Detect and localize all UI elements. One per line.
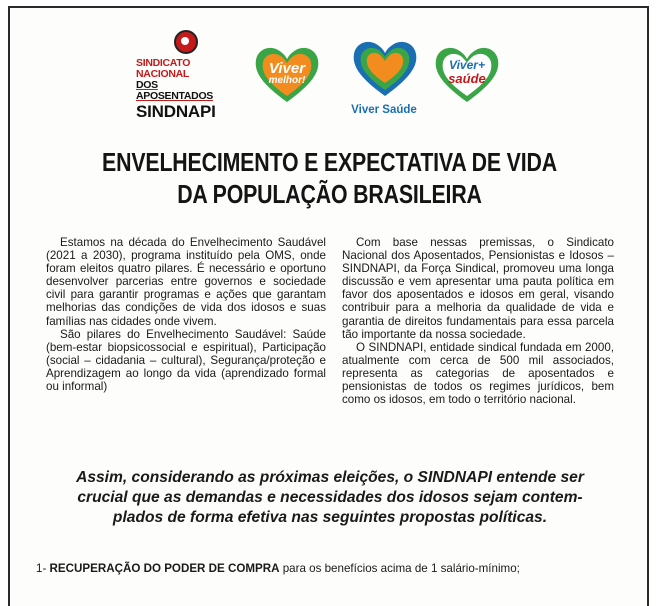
viver-saude-logo: [350, 38, 420, 98]
title-line1: ENVELHECIMENTO E EXPECTATIVA DE VIDA: [102, 147, 557, 177]
paragraph: Estamos na década do Envelhecimento Saudável (2021 a 2030), programa instituído pela OMS, onde foram eleitos quatro pilares. É necessário e oportuno desenvolver parcerias entre governos e sociedade civil para garantir programas e ações que garantam melhorias das condições de vida dos idosos e suas famílias nas cidades onde vivem.: [46, 236, 326, 328]
sindnapi-logo-line1: SINDICATO NACIONAL: [136, 57, 191, 80]
sindnapi-logo-line2: DOS APOSENTADOS: [136, 79, 214, 102]
paragraph: Com base nessas premissas, o Sindicato Nacional dos Aposentados, Pensionistas e Idosos – SINDNAPI, da Força Sindical, promoveu uma longa discussão e vem apresentar uma pauta política em favor dos aposentados e idosos em geral, visando contribuir para a melhoria da qualidade de vida e garantia de direitos fundamentais para essa parcela tão importante da nossa sociedade.: [342, 236, 614, 341]
proposal-item: [36, 562, 636, 576]
callout-line: crucial que as demandas e necessidades dos idosos sejam contem-: [77, 489, 583, 506]
paragraph: O SINDNAPI, entidade sindical fundada em 2000, atualmente com cerca de 500 mil associados, representa as categorias de aposentados e pensionistas de todos os regimes jurídicos, bem como os idosos, em todo o território nacional.: [342, 340, 614, 407]
viver-melhor-line1: Viver: [268, 60, 306, 77]
proposal-number: 1-: [36, 562, 50, 575]
left-column: [46, 236, 326, 393]
sindnapi-logo: [136, 30, 234, 121]
viver-mais-line1: Viver+: [449, 58, 485, 72]
sindnapi-emblem-icon: [174, 30, 198, 54]
page-title: [59, 146, 599, 210]
paragraph: São pilares do Envelhecimento Saudável: Saúde (bem-estar biopsicossocial e espiritual), Participação (social – cidadania – cultural), Segurança/proteção e Aprendizagem ao longo da vida (aprendizado formal ou informal): [46, 327, 326, 394]
sindnapi-logo-name: SINDNAPI: [136, 102, 216, 121]
proposal-heading: RECUPERAÇÃO DO PODER DE COMPRA: [49, 562, 280, 575]
viver-mais-saude-logo: [432, 44, 502, 104]
viver-saude-caption: Viver Saúde: [351, 104, 417, 116]
viver-melhor-line2: melhor!: [268, 75, 306, 86]
callout-line: Assim, considerando as próximas eleições, o SINDNAPI entende ser: [76, 469, 584, 486]
callout-line: plados de forma efetiva nas seguintes propostas políticas.: [112, 509, 548, 526]
right-column: [342, 236, 614, 406]
callout-statement: [40, 468, 620, 528]
heart-icon: [350, 38, 420, 98]
title-line2: DA POPULAÇÃO BRASILEIRA: [177, 179, 482, 209]
viver-mais-line2: saúde: [448, 71, 486, 86]
proposal-text: para os benefícios acima de 1 salário-mínimo;: [279, 562, 520, 575]
viver-melhor-logo: [252, 44, 322, 104]
